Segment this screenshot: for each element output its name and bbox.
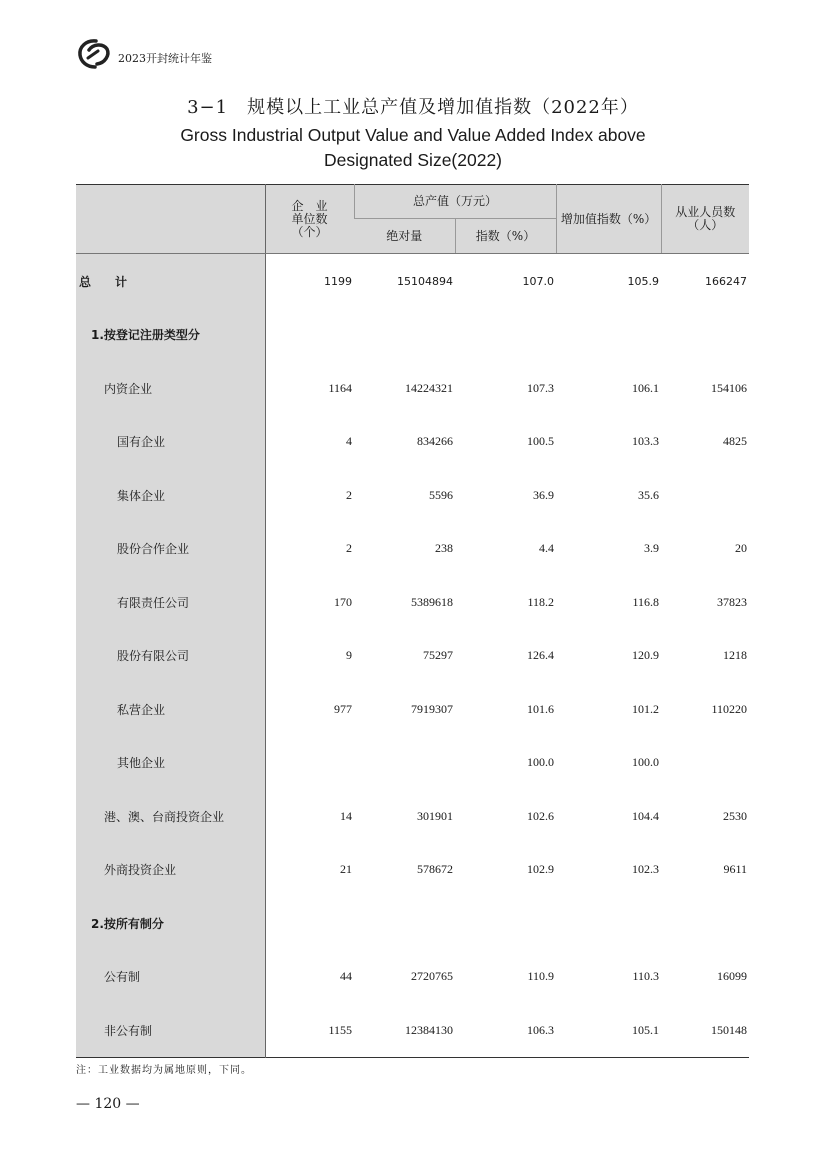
cell-absolute bbox=[354, 308, 455, 362]
cell-va-index: 102.3 bbox=[632, 862, 660, 877]
row-label: 内资企业 bbox=[76, 362, 265, 416]
table-row bbox=[76, 683, 749, 737]
table-row bbox=[76, 362, 749, 416]
table-row bbox=[76, 950, 749, 1004]
cell-va-index: 116.8 bbox=[632, 594, 660, 609]
cell-absolute: 2720765 bbox=[411, 969, 453, 984]
cell-absolute: 578672 bbox=[417, 862, 453, 877]
cell-index: 100.5 bbox=[527, 434, 555, 449]
table-row bbox=[76, 254, 749, 309]
cell-va-index: 100.0 bbox=[632, 755, 660, 770]
row-label: 股份有限公司 bbox=[76, 629, 265, 683]
cell-absolute: 12384130 bbox=[405, 1022, 453, 1037]
data-table bbox=[76, 184, 749, 1058]
row-label: 总 计 bbox=[76, 254, 265, 309]
cell-employees: 16099 bbox=[717, 969, 748, 984]
cell-units: 1199 bbox=[324, 274, 352, 288]
cell-units: 14 bbox=[340, 808, 352, 823]
cell-employees bbox=[661, 308, 749, 362]
table-row bbox=[76, 843, 749, 897]
header-value-added-index: 增加值指数（%） bbox=[556, 185, 661, 254]
cell-index bbox=[455, 308, 556, 362]
cell-units bbox=[265, 308, 354, 362]
cell-index: 101.6 bbox=[527, 701, 555, 716]
cell-units: 44 bbox=[340, 969, 352, 984]
cell-va-index: 110.3 bbox=[632, 969, 660, 984]
cell-absolute: 834266 bbox=[417, 434, 453, 449]
cell-index: 107.3 bbox=[527, 380, 555, 395]
cell-va-index: 105.1 bbox=[632, 1022, 660, 1037]
cell-index: 100.0 bbox=[527, 755, 555, 770]
header-employees: 从业人员数 （人） bbox=[661, 185, 749, 254]
cell-va-index: 105.9 bbox=[627, 274, 660, 288]
cell-index: 102.9 bbox=[527, 862, 555, 877]
cell-employees: 37823 bbox=[717, 594, 748, 609]
cell-units: 4 bbox=[346, 434, 352, 449]
row-label: 其他企业 bbox=[76, 736, 265, 790]
cell-units: 2 bbox=[346, 541, 352, 556]
cell-employees: 20 bbox=[735, 541, 748, 556]
cell-units: 9 bbox=[346, 648, 352, 663]
cell-va-index: 101.2 bbox=[632, 701, 660, 716]
row-label: 2.按所有制分 bbox=[76, 897, 265, 951]
cell-index: 4.4 bbox=[539, 541, 555, 556]
table-title-cn: 3−1 规模以上工业总产值及增加值指数（2022年） bbox=[187, 97, 639, 118]
cell-absolute: 7919307 bbox=[411, 701, 453, 716]
table-row bbox=[76, 415, 749, 469]
cell-employees: 9611 bbox=[723, 862, 748, 877]
table-row bbox=[76, 1004, 749, 1058]
cell-units: 977 bbox=[334, 701, 352, 716]
cell-units: 170 bbox=[334, 594, 352, 609]
cell-units: 21 bbox=[340, 862, 352, 877]
cell-employees bbox=[661, 897, 749, 951]
row-label: 私营企业 bbox=[76, 683, 265, 737]
cell-units: 2 bbox=[346, 487, 352, 502]
cell-index bbox=[455, 897, 556, 951]
cell-va-index: 104.4 bbox=[632, 808, 660, 823]
table-row bbox=[76, 469, 749, 523]
page-number: — 120 — bbox=[76, 1096, 140, 1112]
header-stub bbox=[76, 185, 265, 254]
cell-units bbox=[265, 897, 354, 951]
cell-va-index bbox=[556, 897, 661, 951]
cell-index: 102.6 bbox=[527, 808, 555, 823]
cell-absolute: 75297 bbox=[423, 648, 453, 663]
header-output-value: 总产值（万元） bbox=[354, 185, 556, 219]
table-row bbox=[76, 790, 749, 844]
cell-employees bbox=[661, 469, 749, 523]
cell-va-index: 106.1 bbox=[632, 380, 660, 395]
cell-absolute bbox=[354, 736, 455, 790]
cell-employees: 154106 bbox=[711, 380, 748, 395]
cell-va-index: 3.9 bbox=[644, 541, 660, 556]
cell-va-index: 103.3 bbox=[632, 434, 660, 449]
cell-employees: 150148 bbox=[711, 1022, 748, 1037]
cell-absolute: 15104894 bbox=[397, 274, 453, 288]
cell-index: 107.0 bbox=[522, 274, 555, 288]
table-title-en-line1: Gross Industrial Output Value and Value Added Index above bbox=[180, 125, 646, 145]
row-label: 港、澳、台商投资企业 bbox=[76, 790, 265, 844]
cell-absolute: 5389618 bbox=[411, 594, 453, 609]
table-row bbox=[76, 629, 749, 683]
data-table-container bbox=[76, 184, 749, 1058]
footnote: 注：工业数据均为属地原则，下同。 bbox=[76, 1065, 252, 1076]
running-header bbox=[76, 38, 336, 70]
cell-index: 106.3 bbox=[527, 1022, 555, 1037]
row-label: 国有企业 bbox=[76, 415, 265, 469]
table-row bbox=[76, 522, 749, 576]
cell-index: 110.9 bbox=[527, 969, 555, 984]
cell-units bbox=[265, 736, 354, 790]
cell-index: 118.2 bbox=[527, 594, 555, 609]
cell-va-index bbox=[556, 308, 661, 362]
table-row bbox=[76, 897, 749, 951]
row-label: 公有制 bbox=[76, 950, 265, 1004]
cell-employees: 166247 bbox=[705, 274, 748, 288]
cell-va-index: 120.9 bbox=[632, 648, 660, 663]
row-label: 1.按登记注册类型分 bbox=[76, 308, 265, 362]
cell-absolute: 301901 bbox=[417, 808, 453, 823]
table-title-en-line2: Designated Size(2022) bbox=[323, 150, 503, 170]
cell-units: 1155 bbox=[328, 1022, 352, 1037]
cell-index: 126.4 bbox=[527, 648, 555, 663]
row-label: 有限责任公司 bbox=[76, 576, 265, 630]
table-row bbox=[76, 576, 749, 630]
cell-units: 1164 bbox=[328, 380, 352, 395]
table-title-en bbox=[0, 123, 826, 173]
table-row bbox=[76, 308, 749, 362]
cell-absolute bbox=[354, 897, 455, 951]
cell-index: 36.9 bbox=[533, 487, 555, 502]
cell-employees: 110220 bbox=[711, 701, 748, 716]
header-index: 指数（%） bbox=[455, 219, 556, 254]
cell-absolute: 14224321 bbox=[405, 380, 453, 395]
cell-employees: 4825 bbox=[723, 434, 748, 449]
cell-employees: 2530 bbox=[723, 808, 748, 823]
table-row bbox=[76, 736, 749, 790]
row-label: 外商投资企业 bbox=[76, 843, 265, 897]
cell-employees bbox=[661, 736, 749, 790]
header-units: 企 业 单位数 （个） bbox=[265, 185, 354, 254]
book-title: 2023开封统计年鉴 bbox=[118, 52, 212, 65]
header-absolute: 绝对量 bbox=[354, 219, 455, 254]
cell-employees: 1218 bbox=[723, 648, 748, 663]
cell-absolute: 238 bbox=[435, 541, 453, 556]
cell-absolute: 5596 bbox=[429, 487, 453, 502]
yearbook-logo-icon bbox=[76, 38, 112, 70]
row-label: 非公有制 bbox=[76, 1004, 265, 1058]
row-label: 集体企业 bbox=[76, 469, 265, 523]
row-label: 股份合作企业 bbox=[76, 522, 265, 576]
cell-va-index: 35.6 bbox=[638, 487, 660, 502]
